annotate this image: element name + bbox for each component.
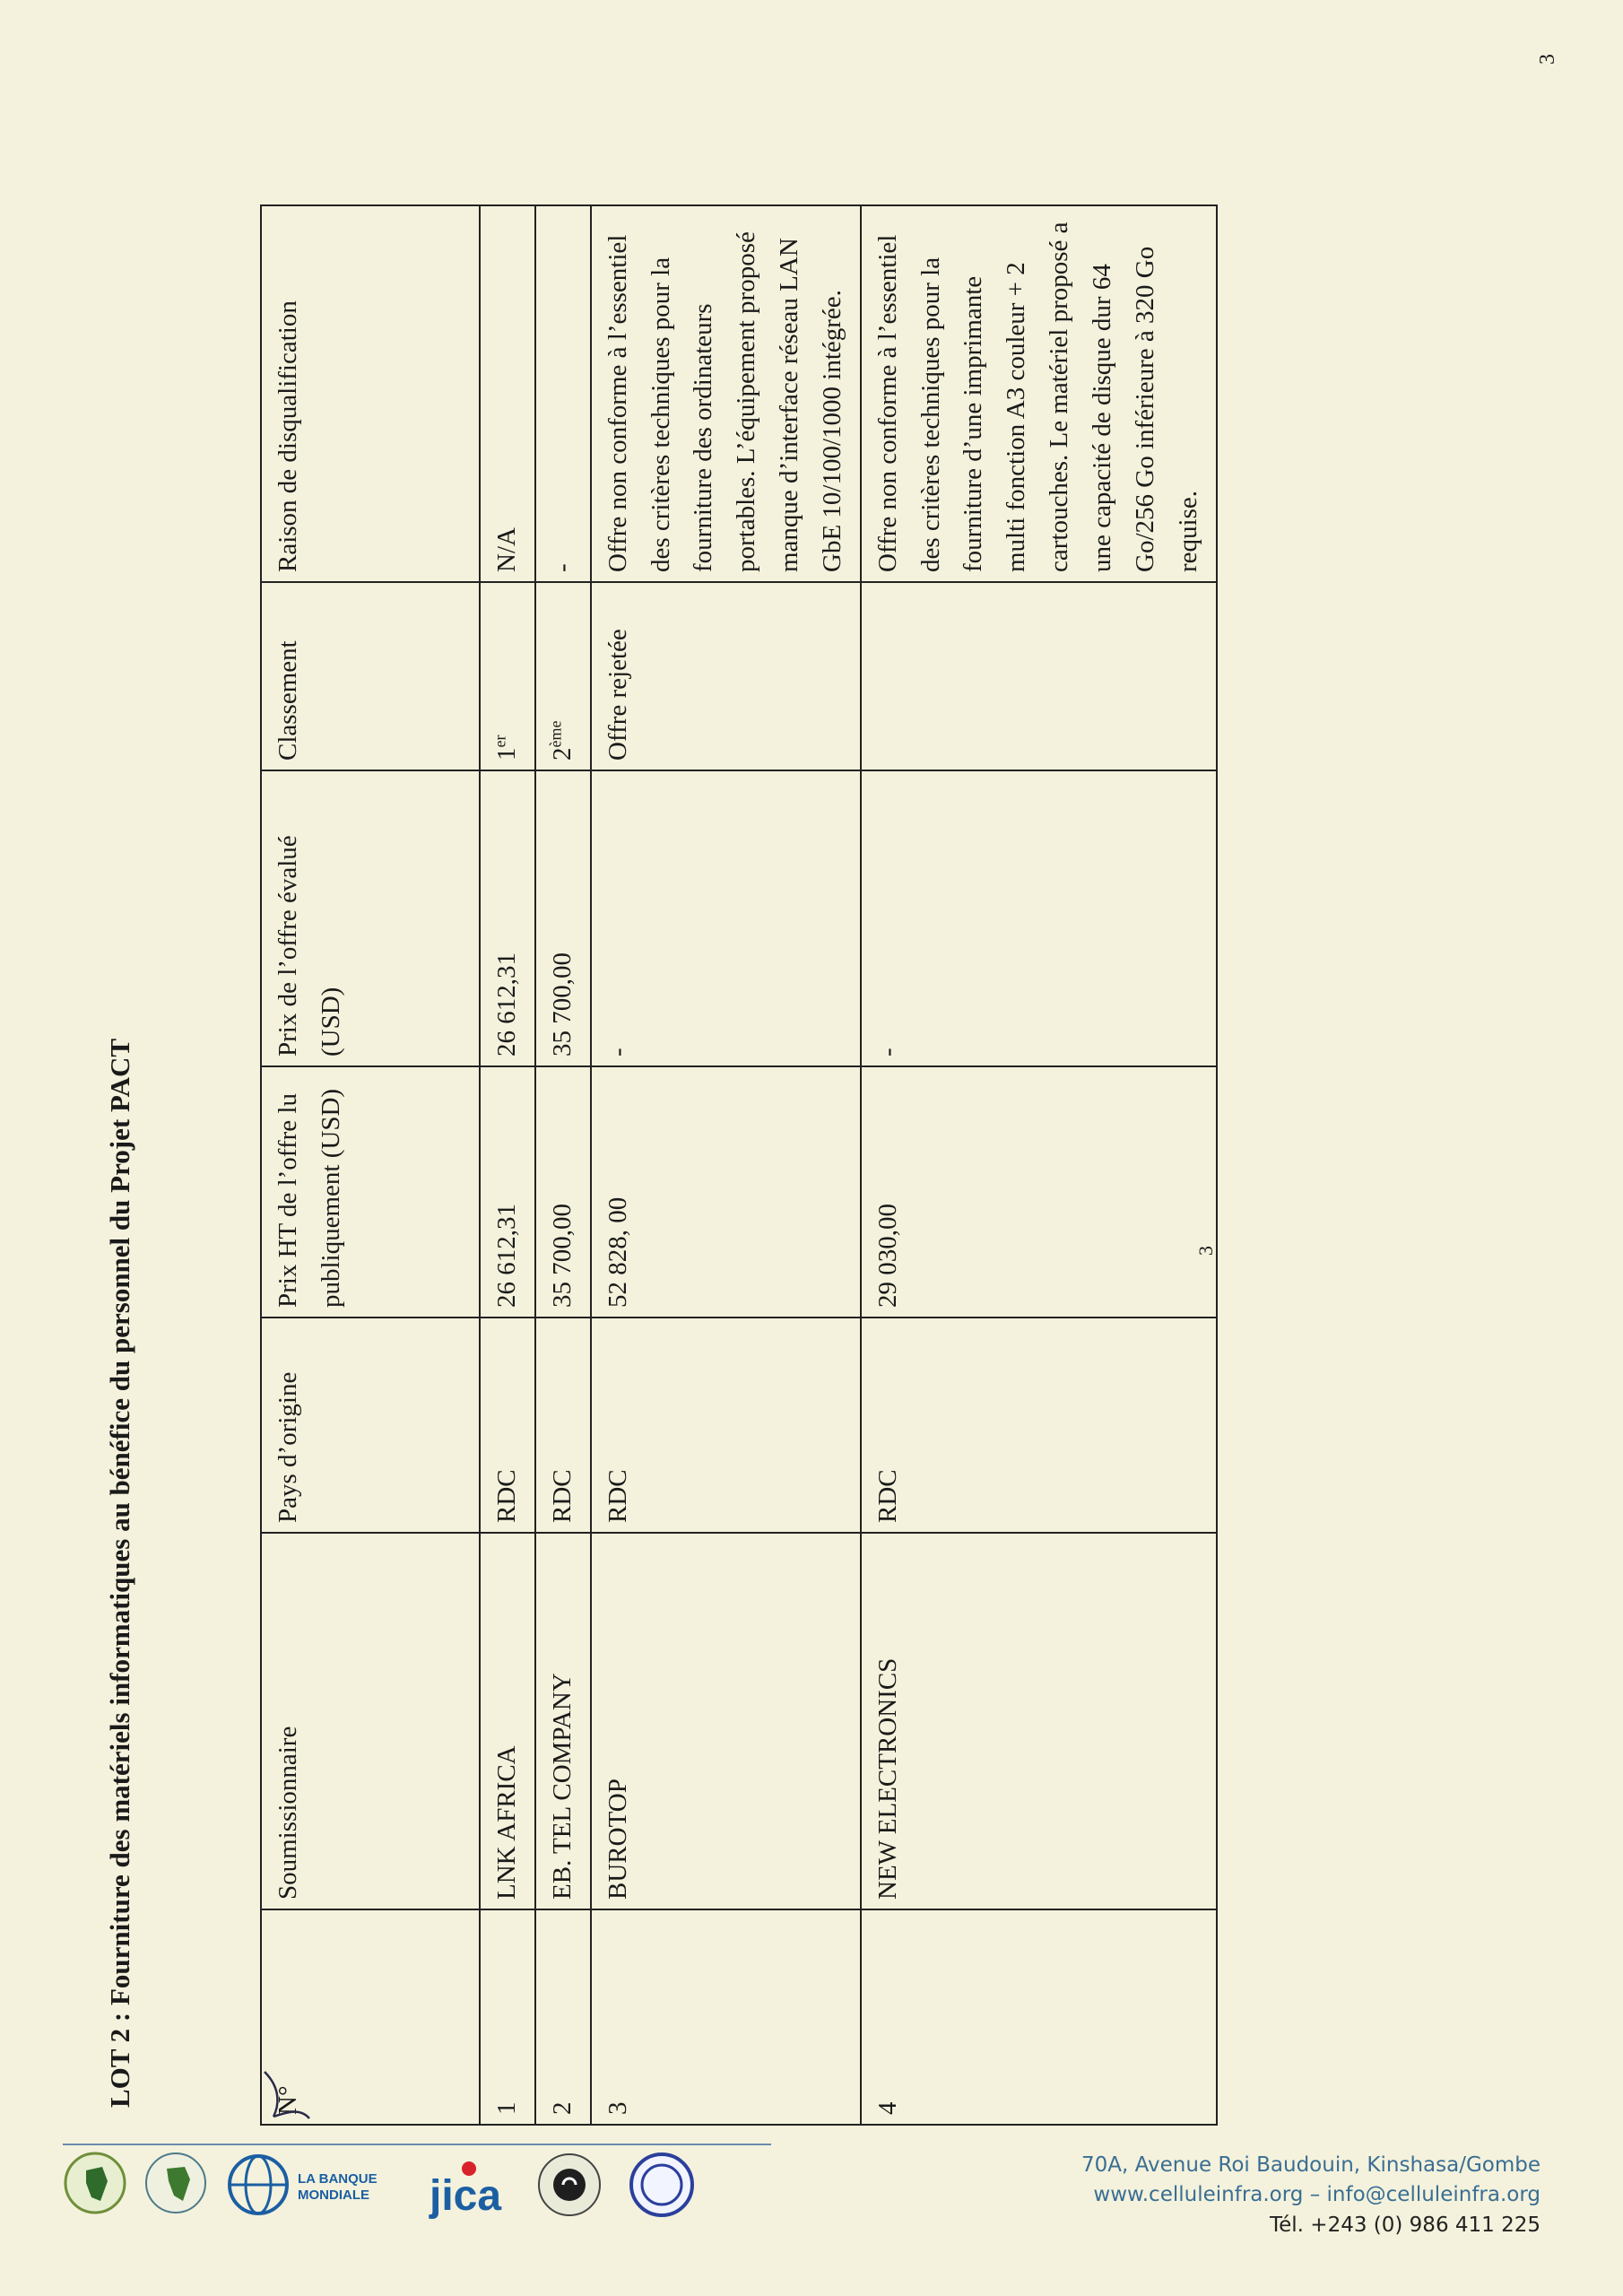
ofid-logo-icon bbox=[628, 2151, 696, 2219]
table-row bbox=[861, 205, 1217, 2125]
rank-value: 1 bbox=[492, 747, 521, 761]
africa-map-seal-icon bbox=[143, 2151, 208, 2215]
page-number-bottom: 3 bbox=[1194, 1246, 1217, 1256]
header-price-eval: Prix de l’offre évalué (USD) bbox=[261, 770, 480, 1066]
cell-reason: N/A bbox=[480, 205, 535, 582]
rank-suffix: ème bbox=[546, 720, 565, 748]
cell-bidder: EB. TEL COMPANY bbox=[535, 1533, 591, 1909]
cell-country: RDC bbox=[591, 1318, 861, 1533]
footer-address: 70A, Avenue Roi Baudouin, Kinshasa/Gombe bbox=[1081, 2153, 1541, 2177]
header-bidder: Soumissionnaire bbox=[261, 1533, 480, 1909]
cell-rank bbox=[861, 582, 1217, 770]
jica-logo-icon bbox=[426, 2156, 516, 2219]
cell-bidder: LNK AFRICA bbox=[480, 1533, 535, 1909]
cell-num: 3 bbox=[591, 1909, 861, 2125]
cell-num: 1 bbox=[480, 1909, 535, 2125]
footer-web-email: www.celluleinfra.org – info@celluleinfra.org bbox=[1093, 2183, 1541, 2207]
cell-price-read: 35 700,00 bbox=[535, 1066, 591, 1318]
world-bank-globe-icon bbox=[224, 2151, 421, 2222]
cell-rank bbox=[535, 582, 591, 770]
table-header-row bbox=[261, 205, 480, 2125]
badea-logo-icon bbox=[529, 2149, 610, 2224]
footer-phone: Tél. +243 (0) 986 411 225 bbox=[1270, 2213, 1541, 2237]
cell-rank bbox=[480, 582, 535, 770]
table-row bbox=[591, 205, 861, 2125]
footer-contact bbox=[1081, 2151, 1541, 2240]
african-union-seal-icon bbox=[63, 2151, 127, 2215]
lot-title: LOT 2 : Fourniture des matériels informatiques au bénéfice du personnel du Projet PACT bbox=[104, 1038, 135, 2108]
cell-num: 4 bbox=[861, 1909, 1217, 2125]
svg-text:jica: jica bbox=[430, 2172, 502, 2219]
page-number-top: 3 bbox=[1536, 54, 1559, 65]
cell-price-eval: - bbox=[861, 770, 1217, 1066]
header-country: Pays d’origine bbox=[261, 1318, 480, 1533]
cell-price-read: 29 030,00 bbox=[861, 1066, 1217, 1318]
header-reason: Raison de disqualification bbox=[261, 205, 480, 582]
cell-price-eval: - bbox=[591, 770, 861, 1066]
rank-suffix: er bbox=[490, 735, 509, 748]
partner-logos bbox=[54, 2144, 699, 2242]
cell-bidder: NEW ELECTRONICS bbox=[861, 1533, 1217, 1909]
cell-reason: - bbox=[535, 205, 591, 582]
cell-rank bbox=[591, 582, 861, 770]
cell-price-eval: 35 700,00 bbox=[535, 770, 591, 1066]
cell-country: RDC bbox=[861, 1318, 1217, 1533]
cell-price-read: 26 612,31 bbox=[480, 1066, 535, 1318]
cell-price-read: 52 828, 00 bbox=[591, 1066, 861, 1318]
table-row bbox=[480, 205, 535, 2125]
rotated-content bbox=[90, 161, 1345, 2188]
cell-reason: Offre non conforme à l’essentiel des critères techniques pour la fourniture d’une imprimante multi fonction A3 couleur + 2 cartouches. Le matériel proposé a une capacité de disque dur 64 Go/256 Go inférieure à 320 Go requise. bbox=[861, 205, 1217, 582]
rank-value: 2 bbox=[547, 747, 577, 761]
cell-price-eval: 26 612,31 bbox=[480, 770, 535, 1066]
cell-country: RDC bbox=[480, 1318, 535, 1533]
header-num: N° bbox=[261, 1909, 480, 2125]
header-price-read: Prix HT de l’offre lu publiquement (USD) bbox=[261, 1066, 480, 1318]
table-row bbox=[535, 205, 591, 2125]
handwritten-mark-icon bbox=[256, 2063, 318, 2126]
cell-bidder: BUROTOP bbox=[591, 1533, 861, 1909]
cell-country: RDC bbox=[535, 1318, 591, 1533]
header-rank: Classement bbox=[261, 582, 480, 770]
rank-value: Offre rejetée bbox=[603, 629, 632, 761]
cell-reason: Offre non conforme à l’essentiel des critères techniques pour la fourniture des ordinateurs portables. L’équipement proposé manque d’interface réseau LAN GbE 10/100/1000 intégrée. bbox=[591, 205, 861, 582]
bids-table bbox=[260, 204, 1218, 2126]
cell-num: 2 bbox=[535, 1909, 591, 2125]
logo-divider bbox=[63, 2144, 771, 2145]
svg-text:MONDIALE: MONDIALE bbox=[298, 2187, 369, 2203]
svg-text:LA BANQUE: LA BANQUE bbox=[298, 2171, 378, 2187]
